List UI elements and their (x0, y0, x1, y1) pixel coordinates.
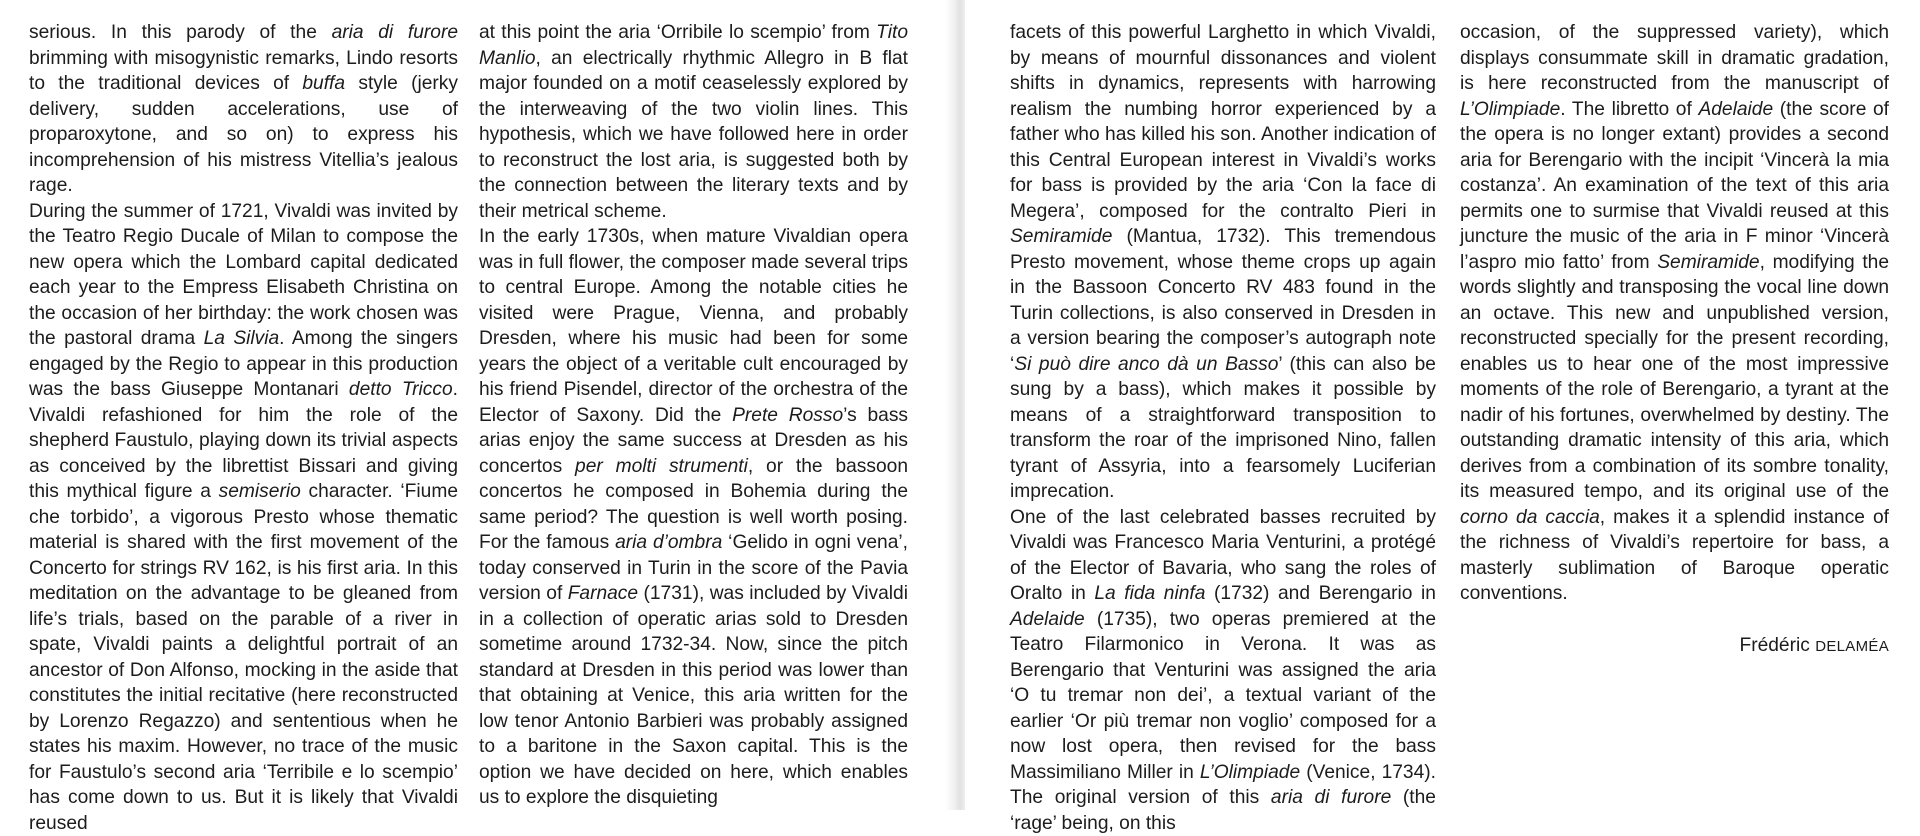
paragraph: One of the last celebrated basses recruited by Vivaldi was Francesco Maria Venturini, a protégé of the Elector of Bavaria, who sang the roles of Oralto in La fida ninfa (1732) and Berengario in Adelaide (1735), two operas premiered at the Teatro Filarmonico in Verona. It was as Berengario that Venturini was assigned the aria ‘O tu tremar non dei’, a textual variant of the earlier ‘Or più tremar non voglio’ composed for a now lost opera, then revised for the bass Massimiliano Miller in L’Olimpiade (Venice, 1734). The original version of this aria di furore (the ‘rage’ being, on this (1010, 505, 1436, 836)
italic-term: Semiramide (1657, 252, 1759, 273)
italic-term: aria di furore (1271, 787, 1391, 808)
italic-term: L’Olimpiade (1200, 762, 1300, 783)
column-3 (1010, 20, 1436, 836)
column-1 (29, 20, 458, 836)
paragraph: serious. In this parody of the aria di furore brimming with misogynistic remarks, Lindo resorts to the traditional devices of buffa style (jerky delivery, sudden accelerations, use of proparoxytone, and so on) to express his incomprehension of his mistress Vitellia’s jealous rage. (29, 20, 458, 199)
italic-term: per molti strumenti (575, 456, 748, 477)
paragraph: During the summer of 1721, Vivaldi was invited by the Teatro Regio Ducale of Milan to compose the new opera which the Lombard capital dedicated each year to the Empress Elisabeth Christina on the occasion of her birthday: the work chosen was the pastoral drama La Silvia. Among the singers engaged by the Regio to appear in this production was the bass Giuseppe Montanari detto Tricco. Vivaldi refashioned for him the role of the shepherd Faustulo, playing down its trivial aspects as conceived by the librettist Bissari and giving this mythical figure a semiserio character. ‘Fiume che torbido’, a vigorous Presto whose thematic material is shared with the first movement of the Concerto for strings RV 162, is his first aria. In this meditation on the advantage to be gleaned from life’s trials, based on the parable of a river in spate, Vivaldi paints a delightful portrait of an ancestor of Don Alfonso, mocking in the aside that constitutes the initial recitative (here reconstructed by Lorenzo Regazzo) and sententious when he states his maxim. However, no trace of the music for Faustulo’s second aria ‘Terribile e lo scempio’ has come down to us. But it is likely that Vivaldi reused (29, 199, 458, 836)
author-last-name: DELAMÉA (1815, 638, 1889, 655)
italic-term: Farnace (568, 583, 638, 604)
italic-term: Adelaide (1698, 99, 1773, 120)
italic-term: semiserio (219, 481, 301, 502)
right-page (965, 0, 1920, 810)
italic-term: detto Tricco (349, 379, 453, 400)
italic-term: La Silvia (204, 328, 280, 349)
paragraph: In the early 1730s, when mature Vivaldian opera was in full flower, the composer made several trips to central Europe. Among the notable cities he visited were Prague, Vienna, and probably Dresden, where his music had been for some years the object of a veritable cult encouraged by his friend Pisendel, director of the orchestra of the Elector of Saxony. Did the Prete Rosso’s bass arias enjoy the same success at Dresden as his concertos per molti strumenti, or the bassoon concertos he composed in Bohemia during the same period? The question is well worth posing. For the famous aria d’ombra ‘Gelido in ogni vena’, today conserved in Turin in the score of the Pavia version of Farnace (1731), was included by Vivaldi in a collection of operatic arias sold to Dresden sometime around 1732-34. Now, since the pitch standard at Dresden in this period was lower than that obtaining at Venice, this aria written for the low tenor Antonio Barbieri was probably assigned to a baritone in the Saxon capital. This is the option we have decided on here, which enables us to explore the disquieting (479, 224, 908, 811)
author-signature (1460, 633, 1889, 660)
author-first-name: Frédéric (1739, 635, 1809, 656)
italic-term: aria di furore (332, 22, 458, 43)
italic-term: Prete Rosso (732, 405, 843, 426)
italic-term: Semiramide (1010, 226, 1112, 247)
italic-term: Si può dire anco dà un Basso (1014, 354, 1278, 375)
italic-term: aria d’ombra (615, 532, 722, 553)
left-page (0, 0, 955, 810)
italic-term: Tito Manlio (479, 22, 908, 69)
column-4 (1460, 20, 1889, 659)
column-2 (479, 20, 908, 811)
italic-term: corno da caccia (1460, 507, 1600, 528)
paragraph: at this point the aria ‘Orribile lo scempio’ from Tito Manlio, an electrically rhythmic Allegro in B flat major founded on a motif ceaselessly explored by the interweaving of the two violin lines. This hypothesis, which we have followed here in order to reconstruct the lost aria, is suggested both by the connection between the literary texts and by their metrical scheme. (479, 20, 908, 224)
italic-term: buffa (302, 73, 345, 94)
italic-term: Adelaide (1010, 609, 1085, 630)
paragraph: facets of this powerful Larghetto in which Vivaldi, by means of mournful dissonances and violent shifts in dynamics, represents with harrowing realism the numbing horror experienced by a father who has killed his son. Another indication of this Central European interest in Vivaldi’s works for bass is provided by the aria ‘Con la face di Megera’, composed for the contralto Pieri in Semiramide (Mantua, 1732). This tremendous Presto movement, whose theme crops up again in the Bassoon Concerto RV 483 found in the Turin collections, is also conserved in Dresden in a version bearing the composer’s autograph note ‘Si può dire anco dà un Basso’ (this can also be sung by a bass), which makes it possible by means of a straightforward transposition to transform the roar of the imprisoned Nino, fallen tyrant of Assyria, into a fearsomely Luciferian imprecation. (1010, 20, 1436, 505)
italic-term: L’Olimpiade (1460, 99, 1560, 120)
paragraph: occasion, of the suppressed variety), which displays consummate skill in dramatic gradation, is here reconstructed from the manuscript of L’Olimpiade. The libretto of Adelaide (the score of the opera is no longer extant) provides a second aria for Berengario with the incipit ‘Vincerà la mia costanza’. An examination of the text of this aria permits one to surmise that Vivaldi reused at this juncture the music of the aria in F minor ‘Vincerà l’aspro mio fatto’ from Semiramide, modifying the words slightly and transposing the vocal line down an octave. This new and unpublished version, reconstructed specially for the present recording, enables us to hear one of the most impressive moments of the role of Berengario, a tyrant at the nadir of his fortunes, overwhelmed by destiny. The outstanding dramatic intensity of this aria, which derives from a combination of its sombre tonality, its measured tempo, and its original use of the corno da caccia, makes it a splendid instance of the richness of Vivaldi’s repertoire for bass, a masterly sublimation of Baroque operatic conventions. (1460, 20, 1889, 607)
italic-term: La fida ninfa (1094, 583, 1205, 604)
